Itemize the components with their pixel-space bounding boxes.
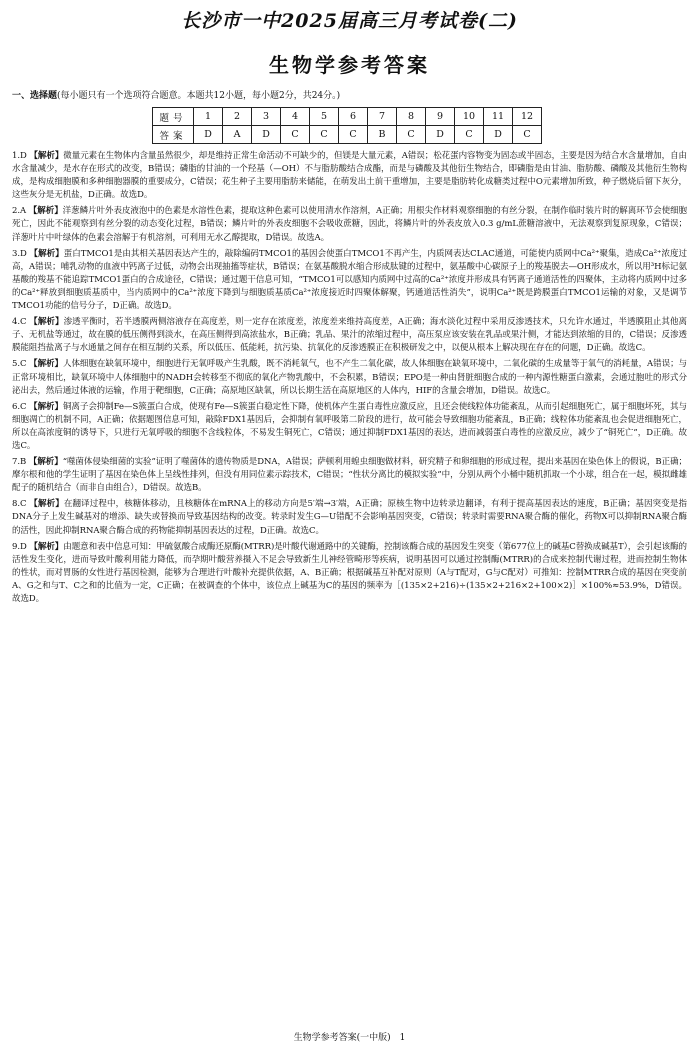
explanation-text: 在翻译过程中，核糖体移动，且核糖体在mRNA上的移动方向是5′端→3′端，A正确；原核生物中边转录边翻译，有利于提高基因表达的速度，B正确；基因突变是指DNA分子上发生碱基对的增添、缺失或替换而导致基因结构的改变。转录时发生G—U错配不会影响基因突变，C错误；转录时需要RNA聚合酶的催化，药物X可以抑制RNA聚合酶的活性，因此抑制RNA聚合酶合成的药物能抑制基因表达的过程，D正确。故选C。 <box>12 499 687 536</box>
answer-table-number-cell: 11 <box>484 108 513 126</box>
question-number-answer: 7.B <box>12 457 27 468</box>
analysis-tag: 【解析】 <box>29 359 63 370</box>
answer-table-number-cell: 2 <box>223 108 252 126</box>
answer-table-number-cell: 8 <box>397 108 426 126</box>
explanation-text: 人体细胞在缺氧环境中，细胞进行无氧呼吸产生乳酸，既不消耗氧气，也不产生二氧化碳，故人体细胞在缺氧环境中，二氧化碳的生成量等于氧气的消耗量，A错误；与正常环境相比，缺氧环境中人体细胞中的NADH会转移至不彻底的氧化产物乳酸中，不会积累，B错误；EPO是一种由肾脏细胞合成的一种内源性糖蛋白激素，会通过胞吐的形式分泌出去，然后通过体液的运输，作用于靶细胞，C正确；高原地区缺氧，所以长期生活在高原地区的人体内，HIF的含量会增加，D错误。故选C。 <box>12 359 687 396</box>
explanation-item <box>12 541 687 606</box>
explanation-text: 蛋白TMCO1是由其相关基因表达产生的，敲除编码TMCO1的基因会使蛋白TMCO1不再产生，内质网表达CLAC通道，可能使内质网中Ca²⁺聚集，造成Ca²⁺浓度过高，A错误；哺乳动物的血液中钙离子过低，动物会出现抽搐等症状，B错误；在氨基酸脱水缩合形成肽键的过程中，氨基酸中心碳原子上的羧基脱去—OH形成水，所以用³H标记氨基酸的羧基不能追踪TMCO1蛋白的合成途径，C错误；通过题干信息可知，“TMCO1可以感知内质网中过高的Ca²⁺浓度并形成具有钙离子通道活性的四聚体，主动将内质网中过多的Ca²⁺释放到细胞质基质中，当内质网中的Ca²⁺浓度下降到与细胞质基质Ca²⁺浓度接近时四聚体解聚，钙通道活性消失”，说明Ca²⁺既是跨膜蛋白TMCO1运输的对象，又是调节TMCO1功能的信号分子，D正确。故选D。 <box>12 248 688 312</box>
question-number-answer: 4.C <box>12 317 27 328</box>
answer-table-number-cell: 3 <box>252 108 281 126</box>
page-footer: 生物学参考答案(一中版) 1 <box>293 1033 406 1043</box>
answer-table-answer-cell: B <box>368 126 397 144</box>
explanation-item <box>12 205 687 244</box>
answer-table-number-cell: 9 <box>426 108 455 126</box>
explanation-text: 渗透平衡时，若半透膜两侧溶液存在高度差，则一定存在浓度差，浓度差来维持高度差，A正确；海水淡化过程中采用反渗透技术，只允许水通过，半透膜阻止其他离子、无机盐等通过，故在膜的低压侧得到淡水，在高压侧得到高浓盐水，B正确；乳品、果汁的浓缩过程中，高压泵应该安装在乳品或果汁侧，才能达到浓缩的目的，C错误；反渗透膜能阻挡盐离子与水通量之间存在相互制约关系，所以低压、低能耗，抗污染、抗氧化的反渗透膜正在积极研发之中，以便从根本上解决现在存在的问题，D正确。故选C。 <box>12 317 688 354</box>
explanation-item <box>12 248 687 313</box>
explanation-text: 铜离子会抑制Fe—S簇蛋白合成，使现有Fe—S簇蛋白稳定性下降，使机体产生蛋白毒性应激反应，且还会使线粒体功能紊乱，从而引起细胞死亡，属于细胞坏死，其与细胞凋亡的机制不同，A正确；依据题图信息可知，敲除FDX1基因后，会抑制有氧呼吸第二阶段的进行，故可能会导致细胞功能紊乱，B正确；线粒体功能紊乱也会促进细胞死亡，所以在高浓度铜的诱导下，只进行无氧呼吸的细胞不含线粒体，不易发生铜死亡，C错误；通过抑制FDX1基因的表达，进而减弱蛋白毒性的应激反应，减少了“铜死亡”，D正确。故选C。 <box>12 401 687 451</box>
exam-title: 长沙市一中2025届高三月考试卷(二) <box>181 10 518 32</box>
answer-table-number-cell: 12 <box>513 108 542 126</box>
answer-table-answer-cell: C <box>339 126 368 144</box>
explanation-item <box>12 498 687 537</box>
question-number-answer: 3.D <box>12 248 27 259</box>
answer-table-number-cell: 4 <box>281 108 310 126</box>
answer-table-answer-cell: D <box>194 126 223 144</box>
answer-table-row-answers <box>153 126 542 144</box>
answer-table-answer-cell: A <box>223 126 252 144</box>
explanation-item <box>12 456 687 495</box>
analysis-tag: 【解析】 <box>29 499 64 510</box>
question-number-answer: 1.D <box>12 151 27 161</box>
explanation-text: 微量元素在生物体内含量虽然很少，却是维持正常生命活动不可缺少的，但镁是大量元素，A错误；松花蛋内容物变为固态或半固态，主要是因为结合水含量增加，自由水含量减少，是水存在形式的改变，B错误；磷脂的甘油的一个羟基（—OH）不与脂肪酸结合成酯，而是与磷酸及其他衍生物结合，即磷脂是由甘油、脂肪酸、磷酸及其他衍生物构成，是构成细胞膜和多种细胞器膜的重要成分，C错误；花生种子主要用脂肪来储能，在萌发出土前干重增加，主要是脂肪转化成糖类过程中O元素增加所致，种子燃烧后留下灰分，这些灰分是无机盐，D正确。故选D。 <box>12 151 687 201</box>
explanation-text: 由题意和表中信息可知：甲硫氨酸合成酶还原酶(MTRR)是叶酸代谢通路中的关键酶，控制该酶合成的基因发生突变（第677位上的碱基C替换成碱基T），会引起该酶的活性发生变化，进而导致叶酸利用能力降低，而孕期叶酸营养摄入不足会导致新生儿神经管畸形等疾病，说明基因可以通过控制酶(MTRR)的合成来控制代谢过程，进而控制生物体的性状，而对胃肠的女性进行基因检测，能够为合理进行叶酸补充提供依据，A、B正确；根据碱基互补配对原则（A与T配对，G与C配对）可推知：控制MTRR合成的基因在突变前A、G之和与T、C之和的比值为一定，C正确；在被调查的个体中，该位点上碱基为C的基因的频率为［(135×2+216)÷(135×2+216×2+100×2)］×100%≈53.9%，D错误。故选D。 <box>12 541 687 604</box>
answer-table-number-cell: 10 <box>455 108 484 126</box>
analysis-tag: 【解析】 <box>29 248 64 259</box>
analysis-tag: 【解析】 <box>29 541 64 552</box>
explanation-item <box>12 150 687 202</box>
answer-table-answer-cell: D <box>484 126 513 144</box>
section-heading-label: 一、选择题 <box>12 91 58 101</box>
section-heading-note: (每小题只有一个选项符合题意。本题共12小题，每小题2分，共24分。) <box>57 91 341 101</box>
answer-table-number-label: 题号 <box>153 108 194 126</box>
explanation-item <box>12 401 687 453</box>
question-number-answer: 8.C <box>12 499 27 510</box>
answer-table-row-numbers <box>153 108 542 126</box>
question-number-answer: 9.D <box>12 541 27 552</box>
question-number-answer: 5.C <box>12 359 27 370</box>
analysis-tag: 【解析】 <box>28 457 63 468</box>
analysis-tag: 【解析】 <box>28 206 63 217</box>
explanations-list <box>12 150 687 606</box>
answer-table-answer-cell: C <box>281 126 310 144</box>
explanation-item <box>12 358 687 397</box>
answer-table-number-cell: 1 <box>194 108 223 126</box>
answer-table <box>152 107 542 144</box>
explanation-text: 洋葱鳞片叶外表皮液泡中的色素是水溶性色素，提取这种色素可以使用清水作溶剂，A正确；用根尖作材料观察细胞的有丝分裂，在制作临时装片时的解离环节会使细胞死亡，因此不能观察到有丝分裂的动态变化过程，B错误；鳞片叶的外表皮细胞不会吸收蔗糖，因此，将鳞片叶的外表皮放入0.3 g/mL蔗糖溶液中，无法观察到复原现象，C错误；洋葱叶片中叶绿体的色素会溶解于有机溶剂，可利用无水乙醇提取，D错误。故选A。 <box>12 206 687 243</box>
analysis-tag: 【解析】 <box>29 401 63 412</box>
explanation-item <box>12 316 687 355</box>
section-heading <box>12 90 687 103</box>
question-number-answer: 6.C <box>12 401 27 412</box>
explanation-text: “噬菌体侵染细菌的实验”证明了噬菌体的遗传物质是DNA，A错误；萨顿利用蝗虫细胞做材料，研究精子和卵细胞的形成过程，提出来基因在染色体上的假说，B正确；摩尔根和他的学生证明了基因在染色体上呈线性排列，但没有用同位素示踪技术，C错误；“性状分离比的模拟实验”中，分别从两个小桶中随机抓取一个小球，组合在一起，模拟雌雄配子的随机结合（而非自由组合），D错误。故选B。 <box>12 457 687 494</box>
answer-table-number-cell: 7 <box>368 108 397 126</box>
answer-table-number-cell: 5 <box>310 108 339 126</box>
answer-table-answer-cell: C <box>455 126 484 144</box>
doc-title: 生物学参考答案 <box>269 53 430 77</box>
analysis-tag: 【解析】 <box>29 151 64 161</box>
answer-table-answer-cell: C <box>513 126 542 144</box>
answer-table-answer-cell: D <box>426 126 455 144</box>
answer-table-answer-cell: C <box>397 126 426 144</box>
answer-table-answer-cell: D <box>252 126 281 144</box>
answer-table-answer-label: 答案 <box>153 126 194 144</box>
answer-table-answer-cell: C <box>310 126 339 144</box>
answer-table-number-cell: 6 <box>339 108 368 126</box>
analysis-tag: 【解析】 <box>29 317 64 328</box>
question-number-answer: 2.A <box>12 206 27 217</box>
